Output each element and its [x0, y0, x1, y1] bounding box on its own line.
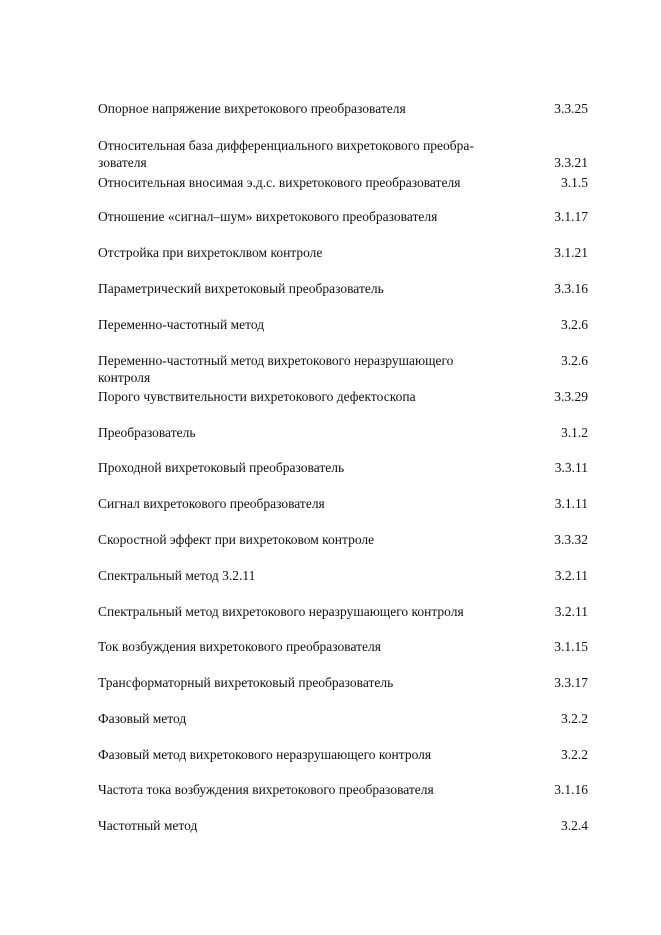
- index-entry: [98, 710, 588, 727]
- index-term: Преобразователь: [98, 425, 196, 440]
- index-term: Отношение «сигнал–шум» вихретокового преобразователя: [98, 209, 438, 224]
- index-entry: [98, 459, 588, 476]
- index-entry: [98, 100, 588, 117]
- index-ref: 3.1.2: [561, 425, 588, 440]
- index-entry: [98, 495, 588, 512]
- index-ref: 3.3.21: [554, 155, 588, 170]
- index-entry: [98, 424, 588, 441]
- index-term: Сигнал вихретокового преобразователя: [98, 496, 325, 511]
- index-term: Относительная база дифференциального вихретокового преобра- зователя: [98, 138, 474, 170]
- index-term: Трансформаторный вихретоковый преобразователь: [98, 675, 394, 690]
- index-ref: 3.3.17: [554, 675, 588, 690]
- index-term: Переменно-частотный метод: [98, 317, 265, 332]
- index-term: Скоростной эффект при вихретоковом контроле: [98, 532, 375, 547]
- index-entry: [98, 316, 588, 333]
- index-ref: 3.2.11: [554, 568, 588, 583]
- index-entry: [98, 567, 588, 584]
- index-term: Фазовый метод вихретокового неразрушающего контроля: [98, 747, 432, 762]
- index-ref: 3.1.11: [554, 496, 588, 511]
- index-entry: [98, 746, 588, 763]
- index-ref: 3.3.29: [554, 389, 588, 404]
- index-term: Ток возбуждения вихретокового преобразователя: [98, 639, 381, 654]
- index-ref: 3.1.5: [561, 175, 588, 190]
- index-ref: 3.3.32: [554, 532, 588, 547]
- index-entry: [98, 137, 588, 171]
- index-entry: [98, 208, 588, 225]
- index-ref: 3.3.25: [554, 101, 588, 116]
- index-ref: 3.1.15: [554, 639, 588, 654]
- index-term: Фазовый метод: [98, 711, 187, 726]
- index-term: Переменно-частотный метод вихретокового неразрушающего контроля: [98, 353, 454, 385]
- index-entry: [98, 280, 588, 297]
- index-entry: [98, 531, 588, 548]
- index-term: Спектральный метод 3.2.11: [98, 568, 256, 583]
- index-ref: 3.2.2: [561, 711, 588, 726]
- index-ref: 3.2.6: [561, 353, 588, 368]
- index-ref: 3.2.6: [561, 317, 588, 332]
- index-ref: 3.3.11: [554, 460, 588, 475]
- index-entry: [98, 244, 588, 261]
- index-term: Отстройка при вихретоклвом контроле: [98, 245, 323, 260]
- index-entry: [98, 817, 588, 834]
- index-ref: 3.1.21: [554, 245, 588, 260]
- index-entry: [98, 674, 588, 691]
- index-entry: [98, 388, 588, 405]
- index-term: Частотный метод: [98, 818, 198, 833]
- index-ref: 3.3.16: [554, 281, 588, 296]
- index-ref: 3.2.4: [561, 818, 588, 833]
- index-ref: 3.2.11: [554, 604, 588, 619]
- index-ref: 3.1.16: [554, 782, 588, 797]
- index-term: Проходной вихретоковый преобразователь: [98, 460, 345, 475]
- index-entry: [98, 781, 588, 798]
- index-term: Спектральный метод вихретокового неразрушающего контроля: [98, 604, 464, 619]
- index-ref: 3.2.2: [561, 747, 588, 762]
- index-term: Опорное напряжение вихретокового преобразователя: [98, 101, 406, 116]
- index-term: Порого чувствительности вихретокового дефектоскопа: [98, 389, 416, 404]
- index-entry: [98, 638, 588, 655]
- index-term: Относительная вносимая э.д.с. вихретокового преобразователя: [98, 175, 461, 190]
- index-term: Параметрический вихретоковый преобразователь: [98, 281, 384, 296]
- index-entry: [98, 174, 588, 191]
- index-entry: [98, 603, 588, 620]
- index-ref: 3.1.17: [554, 209, 588, 224]
- index-entry: [98, 352, 588, 386]
- index-term: Частота тока возбуждения вихретокового преобразователя: [98, 782, 434, 797]
